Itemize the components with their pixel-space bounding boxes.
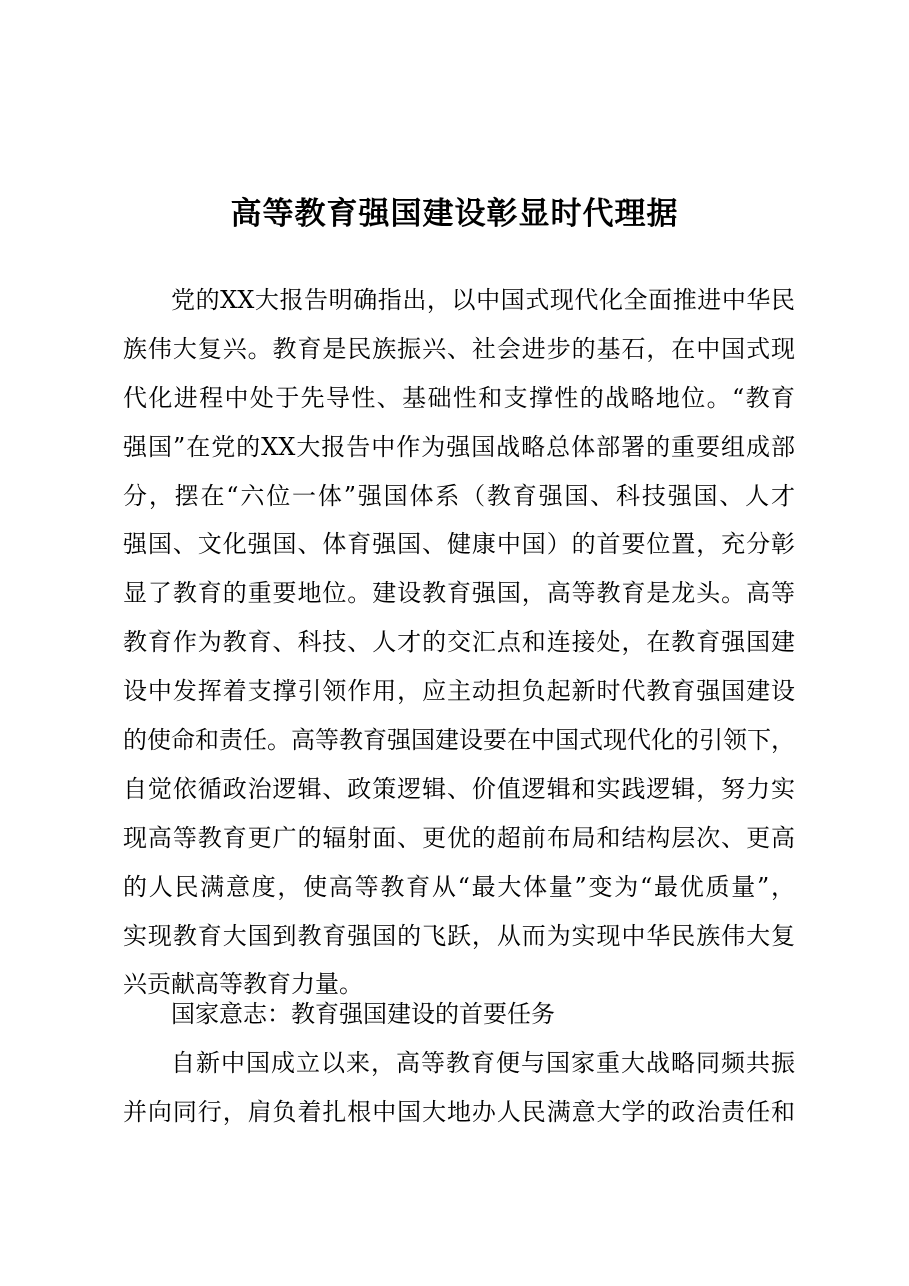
- paragraph-1: [123, 276, 795, 1009]
- text-line: 兴贡献高等教育力量。: [123, 970, 363, 999]
- text-line: 分，摆在“六位一体”强国体系（教育强国、科技强国、人才: [123, 481, 795, 510]
- text-line: 的人民满意度，使高等教育从“最大体量”变为“最优质量”，: [123, 872, 795, 901]
- section-heading: [123, 990, 795, 1039]
- document-title: 高等教育强国建设彰显时代理据: [230, 196, 679, 232]
- text-line: 强国、文化强国、体育强国、健康中国）的首要位置，充分彰: [123, 530, 795, 559]
- text-line: 现高等教育更广的辐射面、更优的超前布局和结构层次、更高: [123, 823, 795, 852]
- paragraph-2: [123, 1039, 795, 1137]
- text-line: 强国”在党的XX大报告中作为强国战略总体部署的重要组成部: [123, 432, 795, 461]
- text-line: 教育作为教育、科技、人才的交汇点和连接处，在教育强国建: [123, 628, 795, 657]
- text-line: 的使命和责任。高等教育强国建设要在中国式现代化的引领下，: [123, 726, 795, 755]
- text-line: 实现教育大国到教育强国的飞跃，从而为实现中华民族伟大复: [123, 921, 795, 950]
- text-line: 自觉依循政治逻辑、政策逻辑、价值逻辑和实践逻辑，努力实: [123, 774, 795, 803]
- text-line: 族伟大复兴。教育是民族振兴、社会进步的基石，在中国式现: [123, 334, 795, 363]
- text-line: 代化进程中处于先导性、基础性和支撑性的战略地位。“教育: [123, 383, 795, 412]
- text-line: 党的XX大报告明确指出，以中国式现代化全面推进中华民: [171, 286, 795, 314]
- text-line: 设中发挥着支撑引领作用，应主动担负起新时代教育强国建设: [123, 677, 795, 706]
- text-line: 并向同行，肩负着扎根中国大地办人民满意大学的政治责任和: [123, 1097, 795, 1126]
- text-line: 显了教育的重要地位。建设教育强国，高等教育是龙头。高等: [123, 579, 795, 608]
- text-line: 自新中国成立以来，高等教育便与国家重大战略同频共振: [171, 1049, 795, 1077]
- section-heading-text: 国家意志：教育强国建设的首要任务: [171, 1000, 555, 1028]
